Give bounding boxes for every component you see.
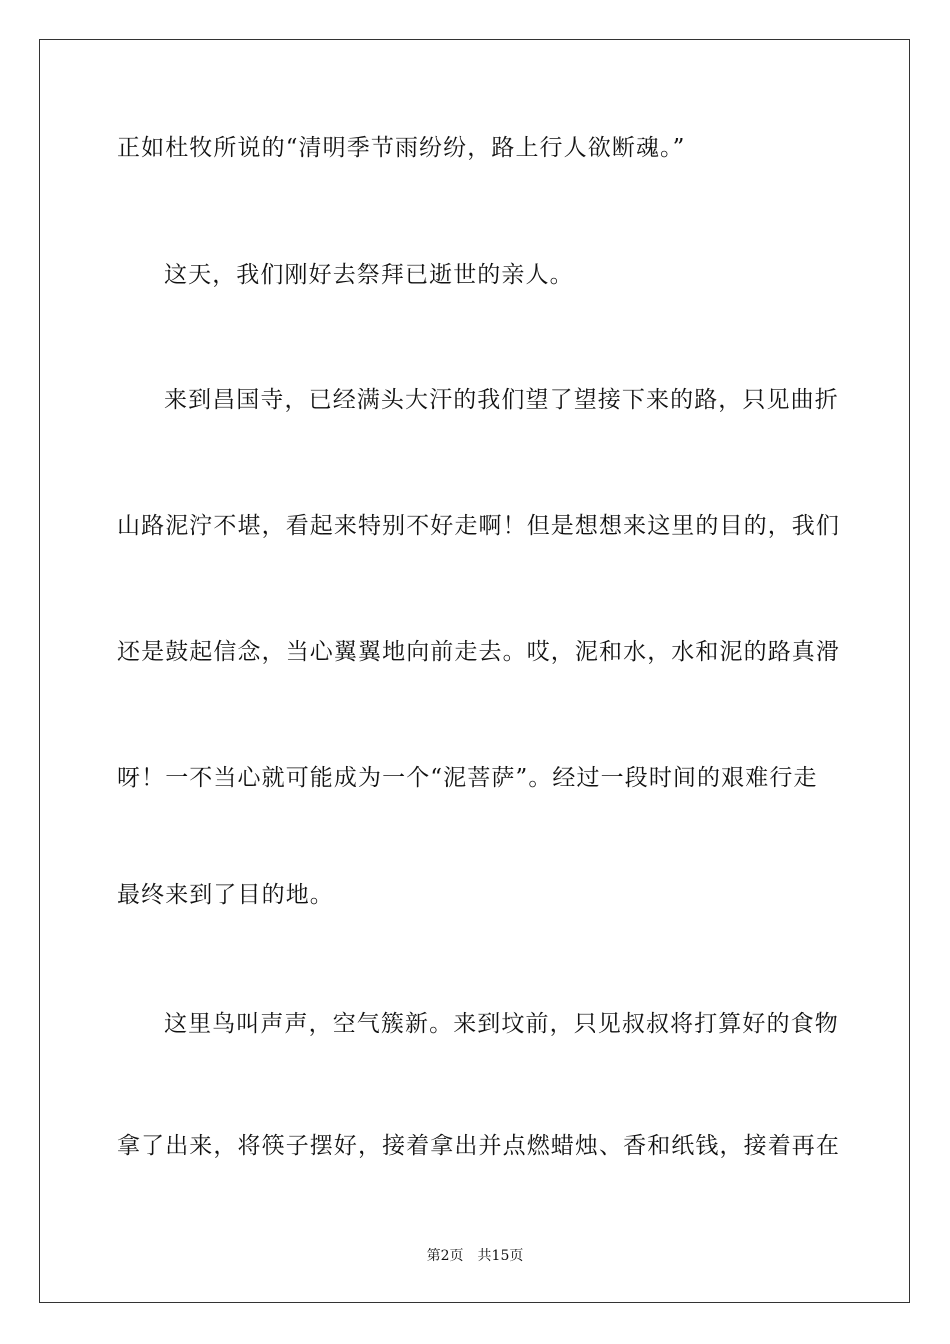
page-footer <box>0 1246 950 1266</box>
text-line-7: 最终来到了目的地。 <box>117 882 334 908</box>
text-line-8: 这里鸟叫声声，空气簇新。来到坟前，只见叔叔将打算好的食物 <box>164 1011 839 1037</box>
page-number: 第2页 <box>426 1248 464 1264</box>
text-line-2: 这天，我们刚好去祭拜已逝世的亲人。 <box>164 262 574 288</box>
page-border <box>39 39 910 1303</box>
text-line-4: 山路泥泞不堪，看起来特别不好走啊！但是想想来这里的目的，我们 <box>117 513 840 539</box>
text-line-1: 正如杜牧所说的“清明季节雨纷纷，路上行人欲断魂。” <box>117 135 686 161</box>
text-line-6: 呀！一不当心就可能成为一个“泥菩萨”。经过一段时间的艰难行走 <box>117 765 818 791</box>
text-line-3: 来到昌国寺，已经满头大汗的我们望了望接下来的路，只见曲折 <box>164 387 839 413</box>
page-total: 共15页 <box>477 1248 524 1264</box>
text-line-9: 拿了出来，将筷子摆好，接着拿出并点燃蜡烛、香和纸钱，接着再在 <box>117 1133 840 1159</box>
text-line-5: 还是鼓起信念，当心翼翼地向前走去。哎，泥和水，水和泥的路真滑 <box>117 639 840 665</box>
